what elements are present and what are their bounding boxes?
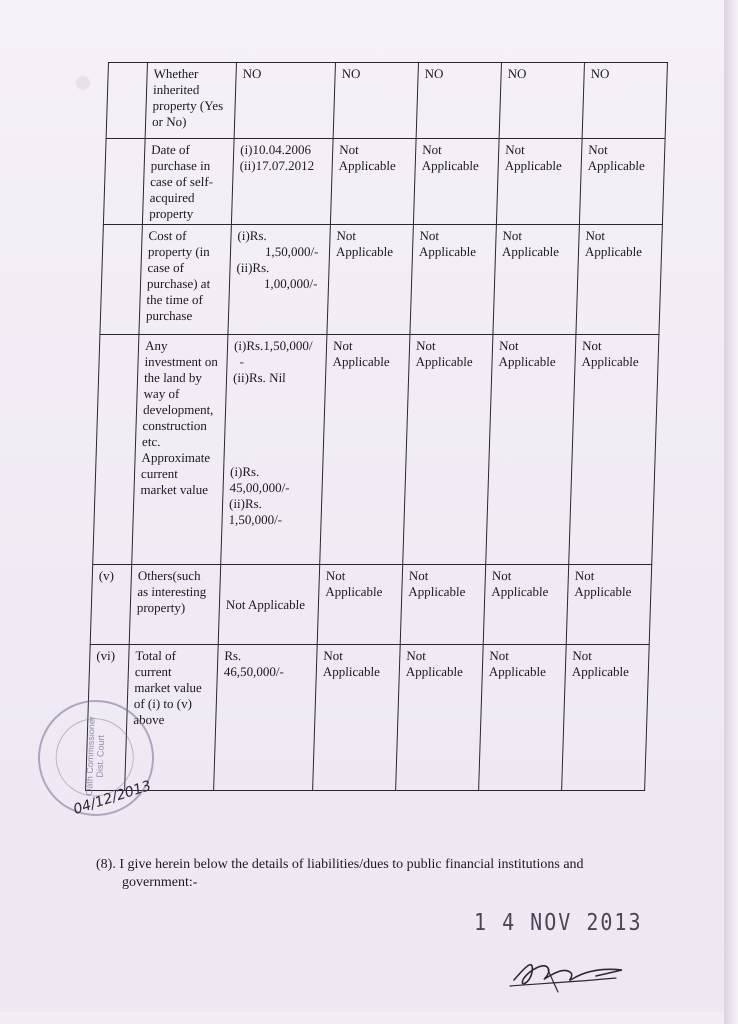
cell: Not Applicable <box>569 335 659 565</box>
cell-value: 1,00,000/- <box>263 276 318 291</box>
seal-text: Oath Commissioner Dist. Court <box>84 716 107 796</box>
cell-value: (i)10.04.2006 <box>240 142 312 157</box>
row-label: Others(such as interesting property) <box>129 565 221 645</box>
cell: Not Applicable <box>403 335 493 565</box>
cell-value: (ii)17.07.2012 <box>239 158 315 173</box>
cell: Not Applicable <box>562 645 650 791</box>
table-row <box>106 63 667 139</box>
cell: Not Applicable <box>410 225 496 335</box>
cell: Not Applicable <box>579 139 665 225</box>
cell-value: Rs. <box>224 648 242 663</box>
liabilities-paragraph <box>96 856 656 892</box>
cell: NO <box>582 63 667 139</box>
cell: Not Applicable <box>413 139 499 225</box>
cell: Not Applicable <box>400 565 486 645</box>
table-row <box>103 139 665 225</box>
main-cell <box>231 139 333 225</box>
main-cell <box>214 645 318 791</box>
cell-value: Not Applicable <box>225 597 306 612</box>
row-label: Total of current market value of (i) to (v) above <box>125 645 219 791</box>
table-row <box>90 565 652 645</box>
cell-value: (i)Rs. <box>229 464 260 479</box>
row-number: (vi) <box>86 645 130 791</box>
cell: Not Applicable <box>496 139 582 225</box>
row-label: Whether inherited property (Yes or No) <box>145 63 236 139</box>
cell: Not Applicable <box>327 225 413 335</box>
table-row <box>86 645 650 791</box>
cell: Not Applicable <box>479 645 567 791</box>
signature <box>504 948 634 998</box>
cell-value: NO <box>242 66 262 81</box>
cell: Not Applicable <box>396 645 484 791</box>
cell-value: 1,50,000/- <box>264 244 319 259</box>
date-stamp: 1 4 NOV 2013 <box>474 908 643 936</box>
handwritten-date: 04/12/2013 <box>71 777 154 819</box>
cell: Not Applicable <box>576 225 662 335</box>
cell-value: 46,50,000/- <box>223 664 285 679</box>
cell-value: (ii)Rs. Nil <box>232 370 287 385</box>
cell: Not Applicable <box>493 225 579 335</box>
spacer <box>230 386 318 464</box>
main-cell <box>228 225 330 335</box>
cell-value: - <box>239 354 245 369</box>
punch-hole <box>76 76 90 90</box>
table-row <box>100 225 662 335</box>
row-number: (v) <box>90 565 132 645</box>
paragraph-line: (8). I give herein below the details of liabilities/dues to public financial institutions and <box>96 857 584 872</box>
cell-value: 45,00,000/- <box>229 480 290 495</box>
row-number <box>106 63 147 139</box>
main-cell <box>234 63 335 139</box>
row-label: Cost of property (in case of purchase) at the time of purchase <box>139 225 231 335</box>
table-row <box>93 335 659 565</box>
property-table <box>85 62 668 791</box>
cell: Not Applicable <box>483 565 569 645</box>
row-label: Date of purchase in case of self-acquired property <box>142 139 234 225</box>
cell: Not Applicable <box>317 565 403 645</box>
page-edge <box>724 0 738 1024</box>
cell: NO <box>333 63 418 139</box>
cell: Not Applicable <box>313 645 401 791</box>
cell: Not Applicable <box>320 335 410 565</box>
cell-value: (ii)Rs. <box>228 496 263 511</box>
cell-value: (i)Rs.1,50,000/ <box>233 338 313 353</box>
cell: Not Applicable <box>330 139 416 225</box>
main-cell <box>218 565 320 645</box>
main-cell <box>221 335 327 565</box>
row-label: Any investment on the land by way of development, construction etc. Approximate current market value <box>132 335 228 565</box>
paragraph-line: government:- <box>122 875 198 890</box>
cell: NO <box>499 63 584 139</box>
cell: Not Applicable <box>486 335 576 565</box>
cell-value: (i)Rs. <box>237 228 268 243</box>
row-number <box>100 225 142 335</box>
cell: NO <box>416 63 501 139</box>
cell-value: 1,50,000/- <box>228 512 283 527</box>
cell: Not Applicable <box>566 565 652 645</box>
cell-value: (ii)Rs. <box>236 260 270 275</box>
row-number <box>103 139 145 225</box>
